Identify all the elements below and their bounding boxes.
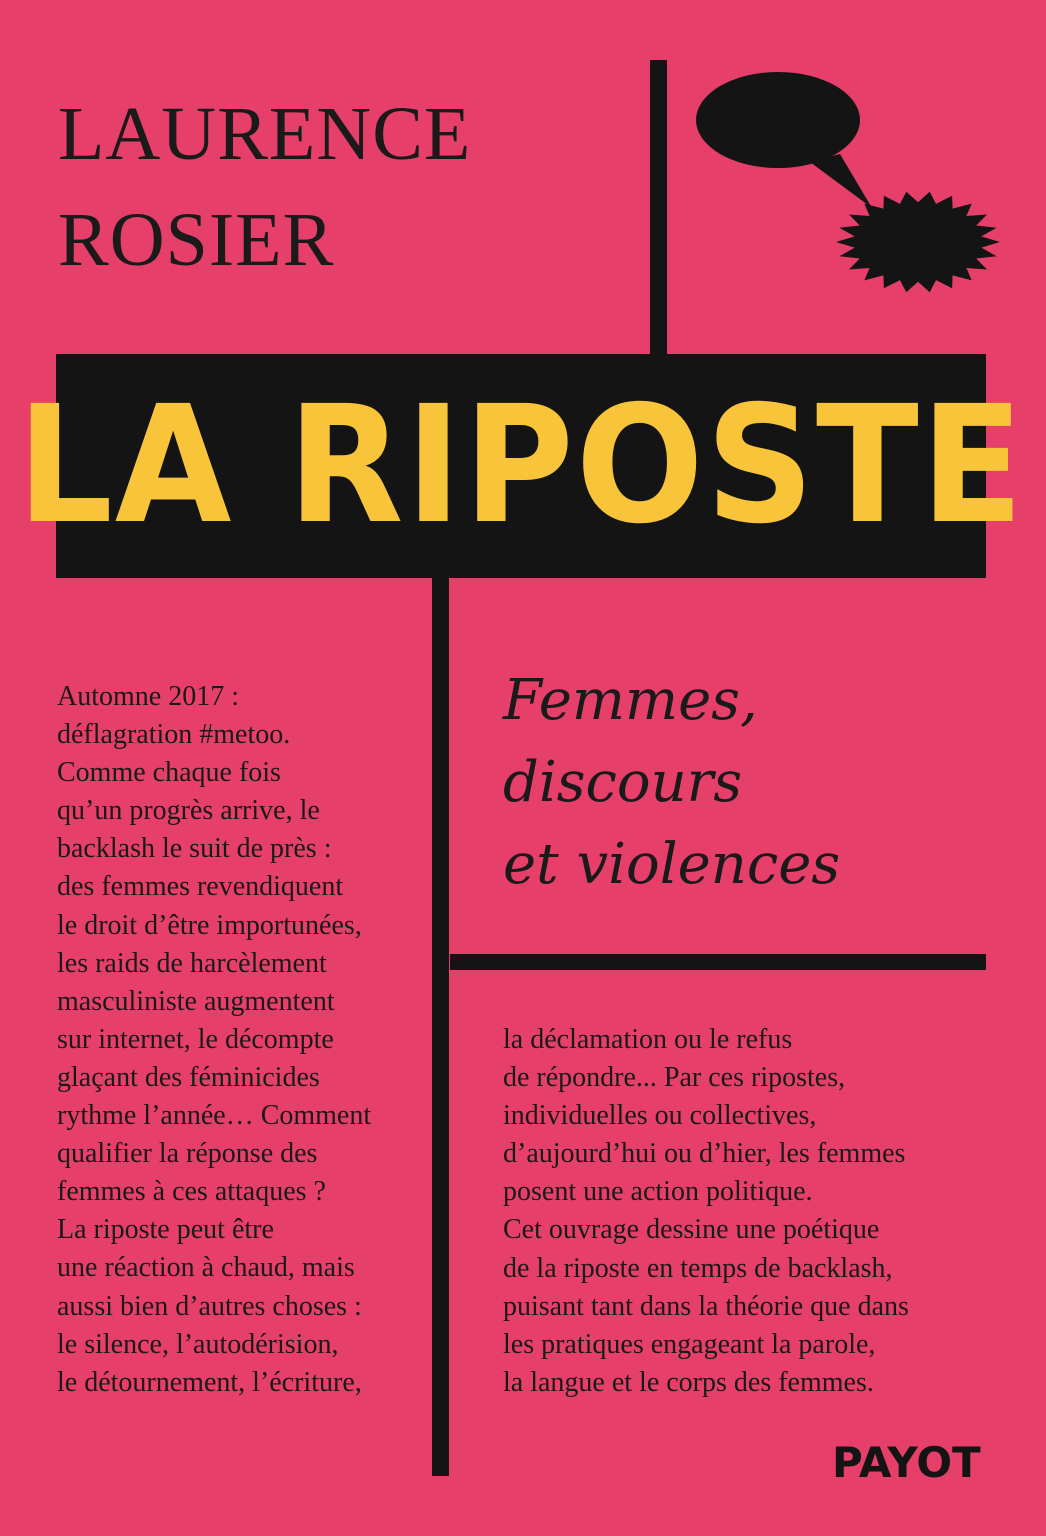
blurb-line: de la riposte en temps de backlash, (503, 1252, 893, 1284)
author-last-name: ROSIER (58, 198, 335, 282)
burst-bubble-icon (836, 192, 1000, 293)
divider-vertical-main (432, 578, 449, 1476)
blurb-line: la déclamation ou le refus (503, 1024, 793, 1055)
blurb-line: masculiniste augmentent (57, 985, 335, 1017)
blurb-line: les pratiques engageant la parole, (503, 1328, 876, 1360)
blurb-line: d’aujourd’hui ou d’hier, les femmes (503, 1138, 906, 1170)
blurb-line: La riposte peut être (57, 1214, 274, 1246)
blurb-line: backlash le suit de près : (57, 833, 332, 865)
blurb-line: puisant tant dans la théorie que dans (503, 1290, 909, 1322)
blurb-line: Cet ouvrage dessine une poétique (503, 1214, 880, 1246)
blurb-right-column (503, 1021, 909, 1402)
subtitle-line: et violences (503, 832, 841, 897)
speech-bubble-icon (696, 72, 872, 208)
subtitle-line: discours (503, 750, 743, 815)
blurb-line: la langue et le corps des femmes. (503, 1366, 874, 1398)
blurb-line: posent une action politique. (503, 1176, 813, 1208)
blurb-line: le détournement, l’écriture, (57, 1366, 362, 1398)
blurb-line: le silence, l’autodérision, (57, 1328, 339, 1360)
blurb-line: les raids de harcèlement (57, 947, 327, 979)
title-band (16, 354, 1026, 578)
blurb-line: qu’un progrès arrive, le (57, 795, 320, 827)
blurb-line: Comme chaque fois (57, 757, 281, 789)
book-subtitle (503, 660, 840, 906)
blurb-line: aussi bien d’autres choses : (57, 1290, 362, 1322)
speech-bubbles-illustration (690, 70, 1000, 320)
blurb-line: déflagration #metoo. (57, 719, 291, 751)
blurb-line: de répondre... Par ces ripostes, (503, 1062, 846, 1094)
blurb-line: sur internet, le décompte (57, 1023, 334, 1055)
blurb-line: individuelles ou collectives, (503, 1100, 817, 1132)
divider-vertical-top (650, 60, 667, 360)
divider-horizontal (450, 954, 986, 970)
subtitle-line: Femmes, (503, 668, 758, 733)
blurb-line: Automne 2017 : (57, 681, 239, 712)
author-first-name: LAURENCE (58, 92, 472, 176)
book-title: LA RIPOSTE (16, 372, 1026, 560)
blurb-line: rythme l’année… Comment (57, 1100, 372, 1132)
blurb-line: glaçant des féminicides (57, 1061, 320, 1093)
blurb-line: qualifier la réponse des (57, 1138, 318, 1170)
blurb-line: des femmes revendiquent (57, 871, 344, 903)
blurb-line: une réaction à chaud, mais (57, 1252, 355, 1284)
publisher-logo: PAYOT (832, 1438, 981, 1487)
blurb-left-column (57, 678, 371, 1402)
blurb-line: le droit d’être importunées, (57, 909, 362, 941)
blurb-line: femmes à ces attaques ? (57, 1176, 326, 1208)
